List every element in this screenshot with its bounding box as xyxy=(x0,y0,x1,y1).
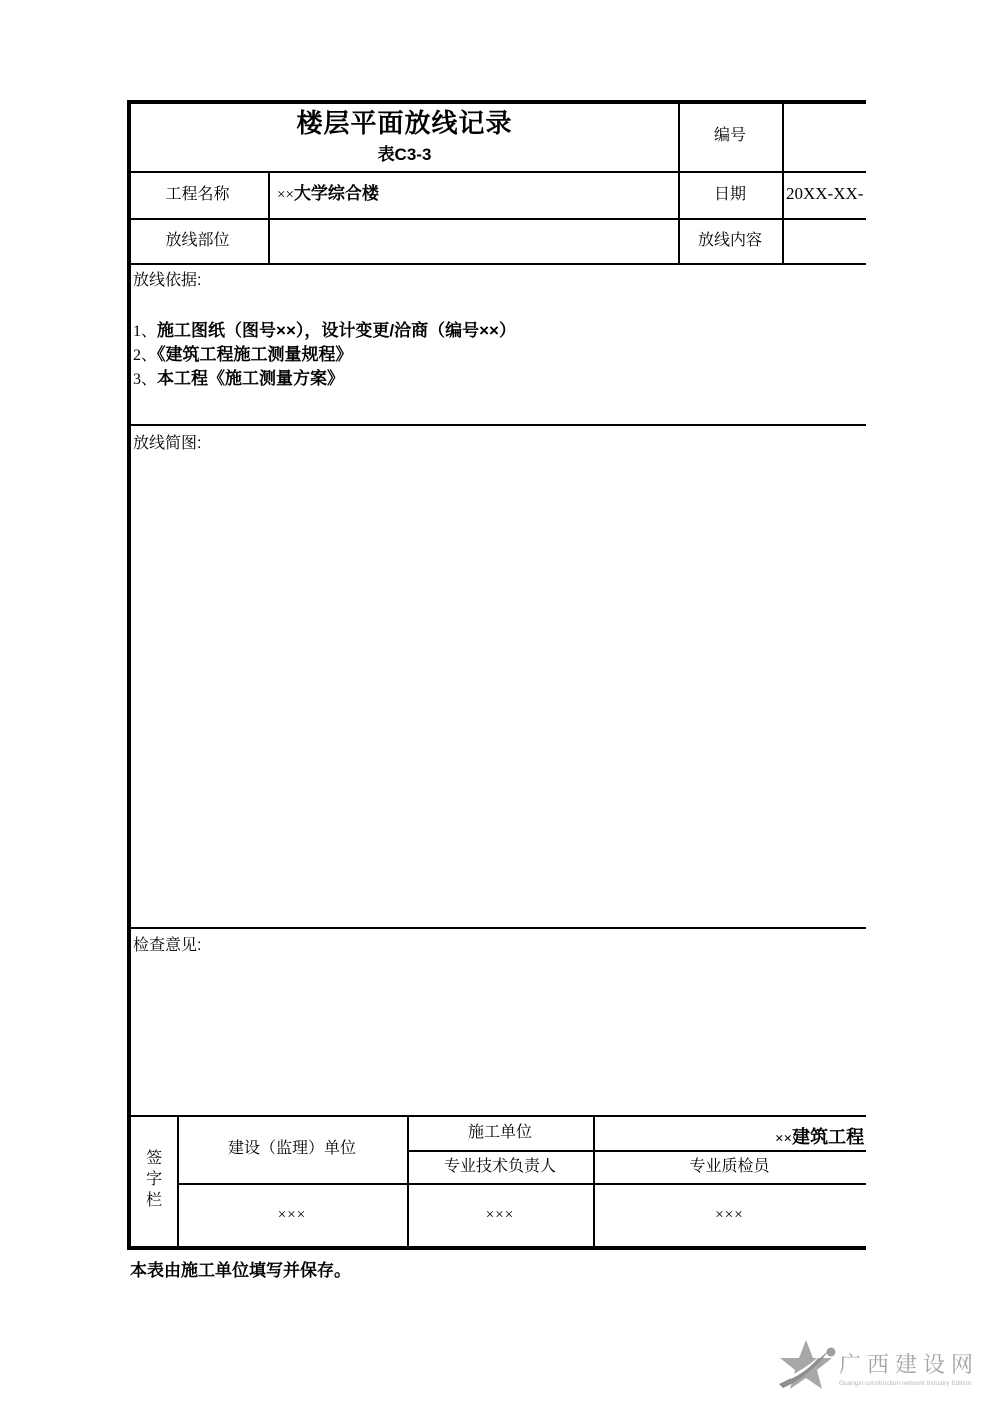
supervisor-signature: ××× xyxy=(277,1206,307,1223)
basis-item-2 xyxy=(133,343,516,367)
location-label: 放线部位 xyxy=(165,231,230,249)
basis-item-1-text: 施工图纸（图号××），设计变更/洽商（编号××） xyxy=(157,321,516,340)
star-logo-icon xyxy=(775,1338,837,1396)
basis-item-2-number: 2、 xyxy=(133,347,158,364)
basis-item-1-number: 1、 xyxy=(133,323,158,340)
project-xx-prefix: ×× xyxy=(277,186,294,203)
inspector-signature: ××× xyxy=(715,1206,744,1223)
project-name-value xyxy=(268,171,678,218)
form-bottom-border xyxy=(127,1246,866,1250)
basis-item-list xyxy=(133,319,516,391)
basis-item-1 xyxy=(133,319,516,343)
project-name-label: 工程名称 xyxy=(165,185,230,203)
supervisor-unit-header: 建设（监理）单位 xyxy=(227,1140,356,1158)
header-row3-divider xyxy=(127,263,866,265)
basis-section-divider xyxy=(127,424,866,426)
sketch-section-divider xyxy=(127,927,866,929)
title-block xyxy=(131,104,678,170)
location-value xyxy=(268,218,678,263)
content-value xyxy=(782,218,866,263)
watermark-texts xyxy=(839,1348,979,1387)
date-value: 20XX-XX- xyxy=(786,184,864,204)
form-left-border xyxy=(127,100,131,1250)
contractor-company-name xyxy=(775,1123,864,1149)
footer-note: 本表由施工单位填写并保存。 xyxy=(130,1261,351,1280)
watermark xyxy=(775,1336,987,1398)
signature-column-label: 签字栏 xyxy=(143,1149,161,1212)
basis-item-3 xyxy=(133,367,516,391)
company-name-text: 建筑工程 xyxy=(792,1127,865,1147)
number-label: 编号 xyxy=(713,126,746,144)
page-title: 楼层平面放线记录 xyxy=(296,108,513,139)
content-label: 放线内容 xyxy=(697,231,762,249)
tech-lead-header: 专业技术负责人 xyxy=(443,1157,556,1175)
number-value xyxy=(782,100,866,171)
form-code: 表C3-3 xyxy=(377,145,432,165)
signature-column-header xyxy=(127,1115,177,1246)
tech-lead-signature: ××× xyxy=(485,1206,515,1223)
sketch-section-label: 放线简图: xyxy=(133,435,202,452)
date-label: 日期 xyxy=(713,185,746,203)
basis-item-2-text: 《建筑工程施工测量规程》 xyxy=(157,345,353,364)
basis-section-label: 放线依据: xyxy=(133,272,202,289)
setting-out-record-form xyxy=(127,100,866,1252)
inspector-header: 专业质检员 xyxy=(689,1157,770,1175)
basis-item-3-text: 本工程《施工测量方案》 xyxy=(157,369,345,388)
contractor-unit-header: 施工单位 xyxy=(467,1123,532,1141)
project-name-text: 大学综合楼 xyxy=(293,184,379,204)
watermark-subtitle: Guangxi construction network Industry Edition xyxy=(839,1379,972,1387)
basis-item-3-number: 3、 xyxy=(133,371,158,388)
company-xx-prefix: ×× xyxy=(775,1131,793,1147)
watermark-name: 广西建设网 xyxy=(839,1351,980,1377)
opinion-section-label: 检查意见: xyxy=(133,937,202,954)
